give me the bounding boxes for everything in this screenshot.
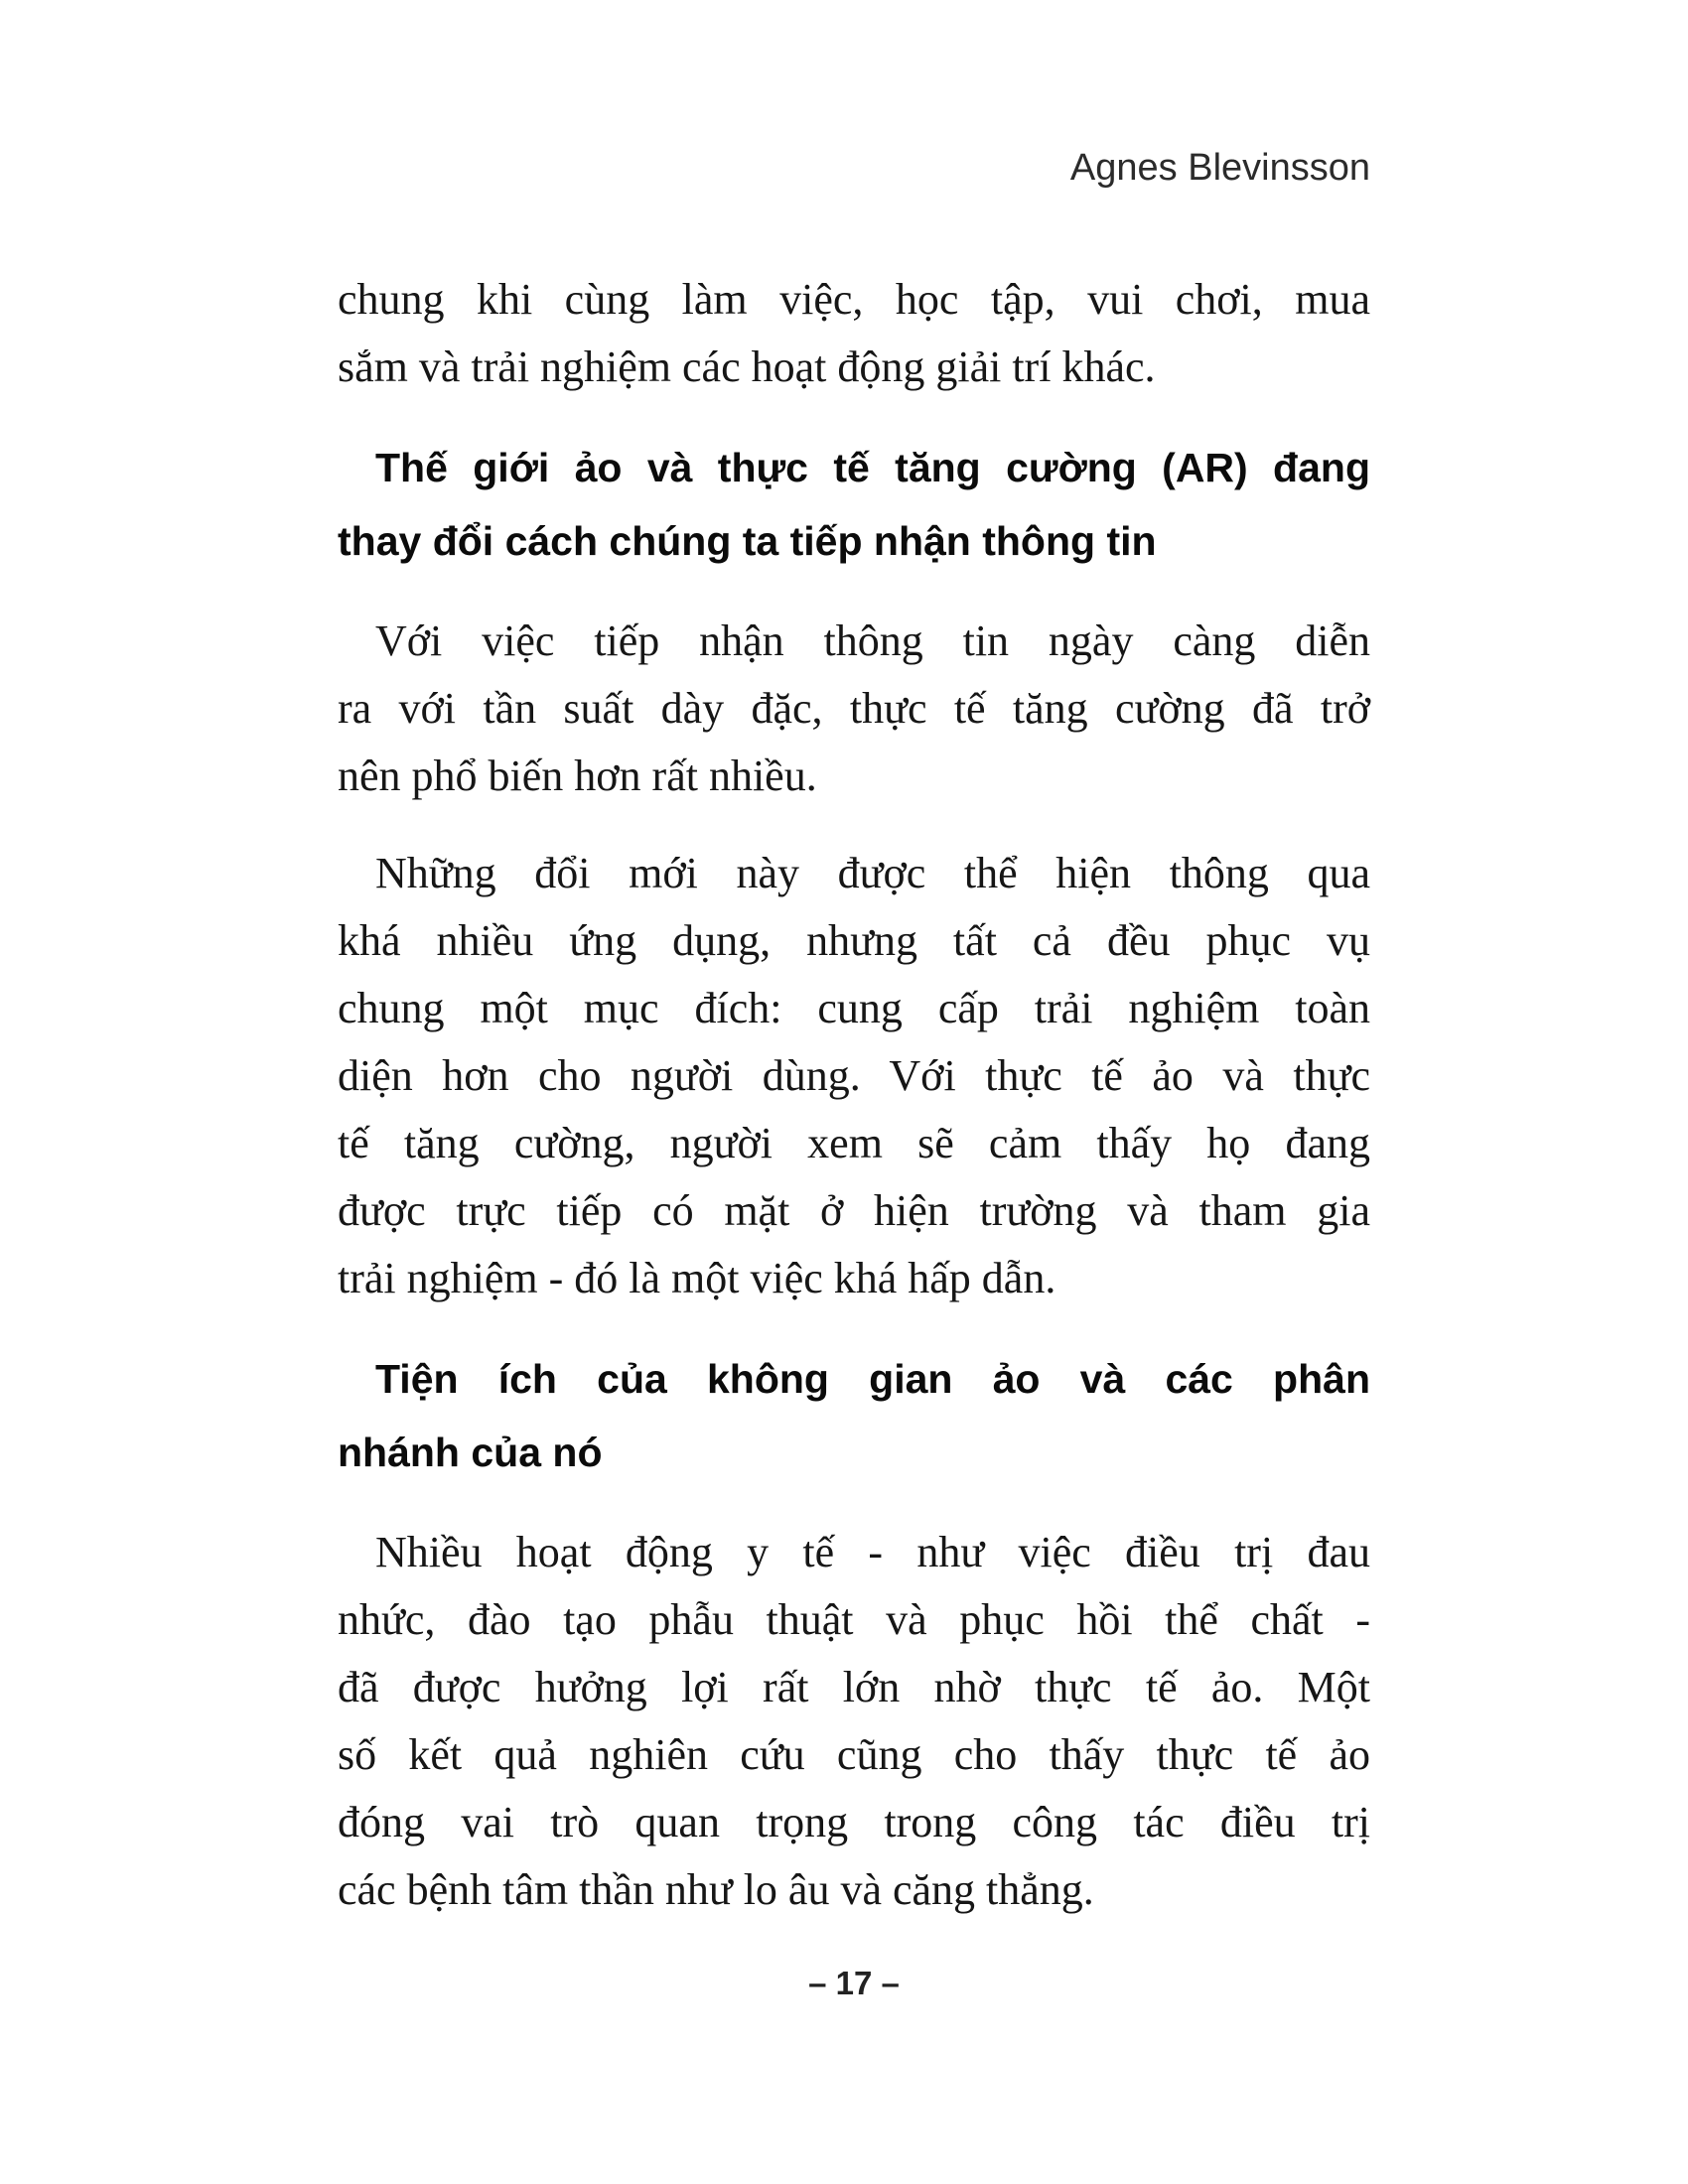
text-line: Với việc tiếp nhận thông tin ngày càng diễn (375, 616, 1370, 665)
text-line: đóng vai trò quan trọng trong công tác điều trị (338, 1798, 1370, 1846)
text-line: nhánh của nó (338, 1430, 603, 1475)
text-line: chung một mục đích: cung cấp trải nghiệm toàn (338, 984, 1370, 1032)
text-line: đã được hưởng lợi rất lớn nhờ thực tế ảo. Một (338, 1663, 1370, 1711)
text-line: Những đổi mới này được thể hiện thông qua (375, 849, 1370, 897)
text-line: ra với tần suất dày đặc, thực tế tăng cường đã trở (338, 684, 1370, 733)
paragraph (338, 1519, 1370, 1924)
text-line: Tiện ích của không gian ảo và các phân (375, 1356, 1370, 1402)
text-line: số kết quả nghiên cứu cũng cho thấy thực tế ảo (338, 1730, 1370, 1779)
text-line: trải nghiệm - đó là một việc khá hấp dẫn. (338, 1254, 1056, 1302)
paragraph (338, 608, 1370, 810)
text-line: các bệnh tâm thần như lo âu và căng thẳng. (338, 1865, 1094, 1914)
text-line: diện hơn cho người dùng. Với thực tế ảo và thực (338, 1051, 1370, 1100)
paragraph (338, 266, 1370, 401)
text-line: nhức, đào tạo phẫu thuật và phục hồi thể chất - (338, 1595, 1370, 1644)
text-column (338, 0, 1370, 2003)
text-line: nên phổ biến hơn rất nhiều. (338, 751, 817, 800)
page-number: – 17 – (808, 1965, 900, 2001)
text-line: Nhiều hoạt động y tế - như việc điều trị đau (375, 1528, 1370, 1576)
paragraph (338, 840, 1370, 1312)
running-header: Agnes Blevinsson (1069, 147, 1370, 189)
page-content (338, 266, 1370, 1924)
section-heading (338, 1342, 1370, 1489)
text-line: thay đổi cách chúng ta tiếp nhận thông tin (338, 518, 1157, 564)
section-heading (338, 431, 1370, 578)
text-line: chung khi cùng làm việc, học tập, vui chơi, mua (338, 275, 1370, 324)
text-line: được trực tiếp có mặt ở hiện trường và tham gia (338, 1186, 1370, 1235)
text-line: sắm và trải nghiệm các hoạt động giải trí khác. (338, 342, 1156, 391)
text-line: tế tăng cường, người xem sẽ cảm thấy họ đang (338, 1119, 1370, 1167)
text-line: khá nhiều ứng dụng, nhưng tất cả đều phục vụ (338, 916, 1370, 965)
text-line: Thế giới ảo và thực tế tăng cường (AR) đang (375, 445, 1370, 490)
